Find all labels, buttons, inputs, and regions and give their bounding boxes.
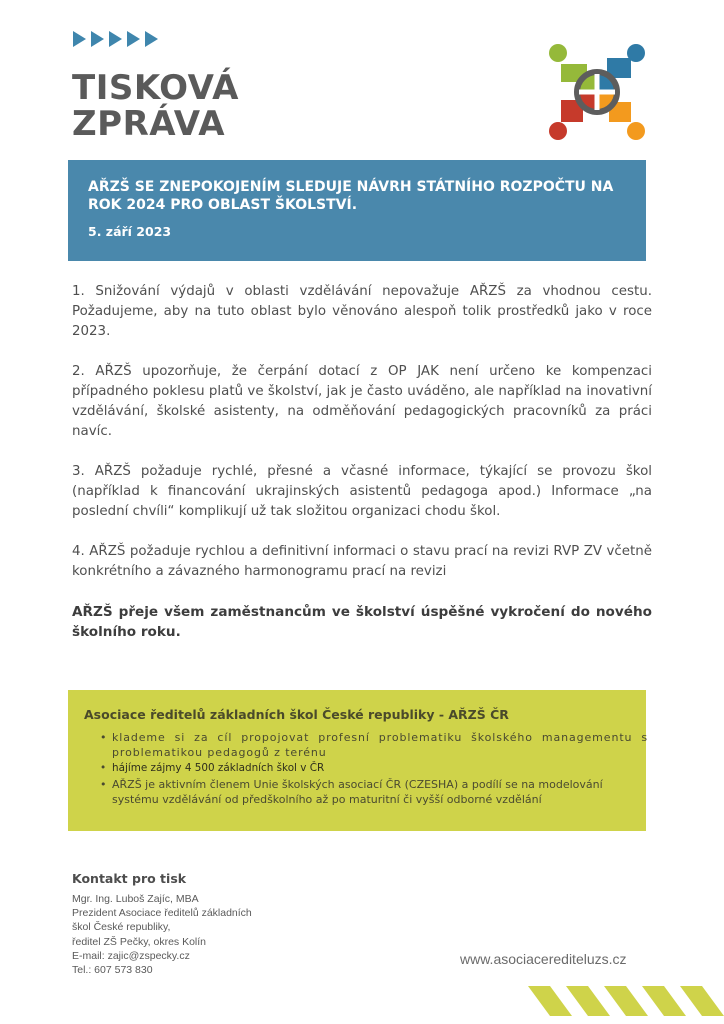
arrow-icon — [109, 31, 122, 47]
association-bullet: • hájíme zájmy 4 500 základních škol v ČR — [100, 761, 630, 776]
banner-headline: AŘZŠ SE ZNEPOKOJENÍM SLEDUJE NÁVRH STÁTNÍHO ROZPOČTU NA ROK 2024 PRO OBLAST ŠKOLSTVÍ. — [88, 179, 614, 213]
point-3: 3. AŘZŠ požaduje rychlé, přesné a včasné informace, týkající se provozu škol (například k financování ukrajinských asistentů pedagoga apod.) Informace „na poslední chvíli“ komplikují už tak složitou organizaci chodu škol. — [72, 464, 652, 519]
arrow-icon — [91, 31, 104, 47]
association-box — [68, 690, 646, 831]
banner-date: 5. září 2023 — [88, 224, 172, 239]
contact-name: Mgr. Ing. Luboš Zajíc, MBA — [72, 893, 199, 905]
point-4: 4. AŘZŠ požaduje rychlou a definitivní informaci o stavu prací na revizi RVP ZV včetně konkrétního a závazného harmonogramu prací na revizi — [72, 544, 652, 579]
contact-phone: Tel.: 607 573 830 — [72, 964, 153, 977]
arrow-icon — [73, 31, 86, 47]
association-bullet: • AŘZŠ je aktivním členem Unie školských asociací ČR (CZESHA) a podílí se na modelování systému vzdělávání od předškolního až po maturitní či vyšší odborné vzdělání — [100, 777, 630, 807]
point-1: 1. Snižování výdajů v oblasti vzdělávání nepovažuje AŘZŠ za vhodnou cestu. Požadujeme, aby na tuto oblast bylo věnováno alespoň tolik prostředků jako v roce 2023. — [72, 284, 652, 339]
closing-statement: AŘZŠ přeje všem zaměstnancům ve školství úspěšné vykročení do nového školního roku. — [72, 604, 652, 640]
contact-role-2: škol České republiky, — [72, 921, 171, 934]
title-line-2: ZPRÁVA — [72, 104, 226, 144]
page-title — [72, 70, 239, 142]
footer-chevrons-icon — [528, 978, 724, 1024]
contact-role-3: ředitel ZŠ Pečky, okres Kolín — [72, 935, 207, 948]
headline-banner — [68, 160, 646, 261]
contact-title: Kontakt pro tisk — [72, 871, 187, 886]
title-line-1: TISKOVÁ — [72, 68, 239, 108]
contact-role-1: Prezident Asociace ředitelů základních — [72, 907, 252, 920]
press-contact — [72, 871, 332, 977]
website-link[interactable]: www.asociacerediteluzs.cz — [460, 951, 627, 967]
arrow-icon — [127, 31, 140, 47]
association-list — [84, 730, 648, 807]
contact-email[interactable]: E-mail: zajic@zspecky.cz — [72, 949, 190, 962]
header-arrows — [73, 31, 161, 47]
association-logo-icon — [547, 42, 647, 142]
press-release-body — [72, 282, 652, 662]
association-bullet: • klademe si za cíl propojovat profesní problematiku školského managementu s problematikou pedagogů z terénu — [100, 730, 648, 760]
arrow-icon — [145, 31, 158, 47]
association-title: Asociace ředitelů základních škol České republiky - AŘZŠ ČR — [84, 707, 509, 722]
point-2: 2. AŘZŠ upozorňuje, že čerpání dotací z OP JAK není určeno ke kompenzaci případného poklesu platů ve školství, jak je často uváděno, ale například na inovativní vzdělávání, školské asistenty, na odměňování pedagogických pracovníků za práci navíc. — [72, 364, 652, 439]
